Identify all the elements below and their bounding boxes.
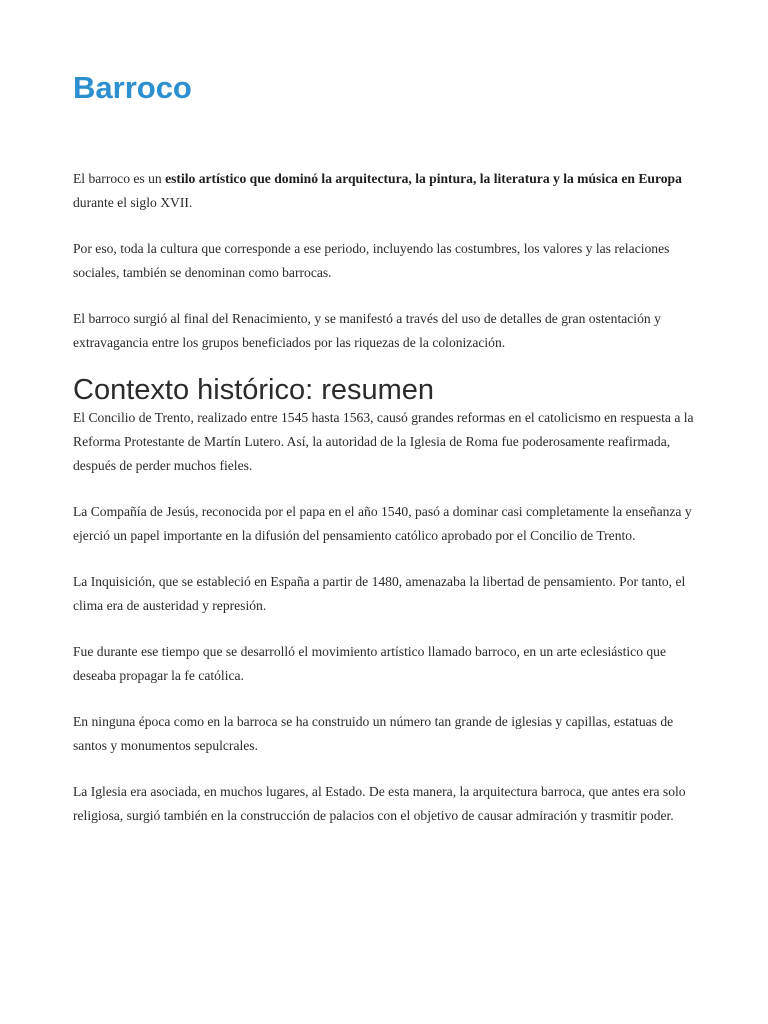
context-paragraph-4: Fue durante ese tiempo que se desarrolló el movimiento artístico llamado barroco, en un arte eclesiástico que deseaba propagar la fe católica. [73,644,667,683]
intro-paragraph-1 [73,167,701,215]
page-title: Barroco [73,70,192,105]
context-paragraph-6: La Iglesia era asociada, en muchos lugares, al Estado. De esta manera, la arquitectura barroca, que antes era solo religiosa, surgió también en la construcción de palacios con el objetivo de causar admiración y trasmitir poder. [73,784,686,823]
context-section [73,406,701,850]
context-paragraph-5: En ninguna época como en la barroca se ha construido un número tan grande de iglesias y capillas, estatuas de santos y monumentos sepulcrales. [73,714,674,753]
context-paragraph-3: La Inquisición, que se estableció en España a partir de 1480, amenazaba la libertad de pensamiento. Por tanto, el clima era de austeridad y represión. [73,574,686,613]
context-paragraph-1: El Concilio de Trento, realizado entre 1545 hasta 1563, causó grandes reformas en el catolicismo en respuesta a la Reforma Protestante de Martín Lutero. Así, la autoridad de la Iglesia de Roma fue poderosamente reafirmada, después de perder muchos fieles. [73,410,694,473]
intro-paragraph-1-text-before: El barroco es un [73,171,166,186]
intro-paragraph-1-bold: estilo artístico que dominó la arquitectura, la pintura, la literatura y la música en Europa [165,171,682,186]
context-paragraph-2: La Compañía de Jesús, reconocida por el papa en el año 1540, pasó a dominar casi completamente la enseñanza y ejerció un papel importante en la difusión del pensamiento católico aprobado por el Concilio de Trento. [73,504,692,543]
intro-paragraph-1-text-after: durante el siglo XVII. [73,195,193,210]
intro-section [73,167,701,377]
intro-paragraph-2: Por eso, toda la cultura que corresponde a ese periodo, incluyendo las costumbres, los valores y las relaciones sociales, también se denominan como barrocas. [73,241,670,280]
intro-paragraph-3: El barroco surgió al final del Renacimiento, y se manifestó a través del uso de detalles de gran ostentación y extravagancia entre los grupos beneficiados por las riquezas de la colonización. [73,311,661,350]
section-heading: Contexto histórico: resumen [73,374,435,406]
